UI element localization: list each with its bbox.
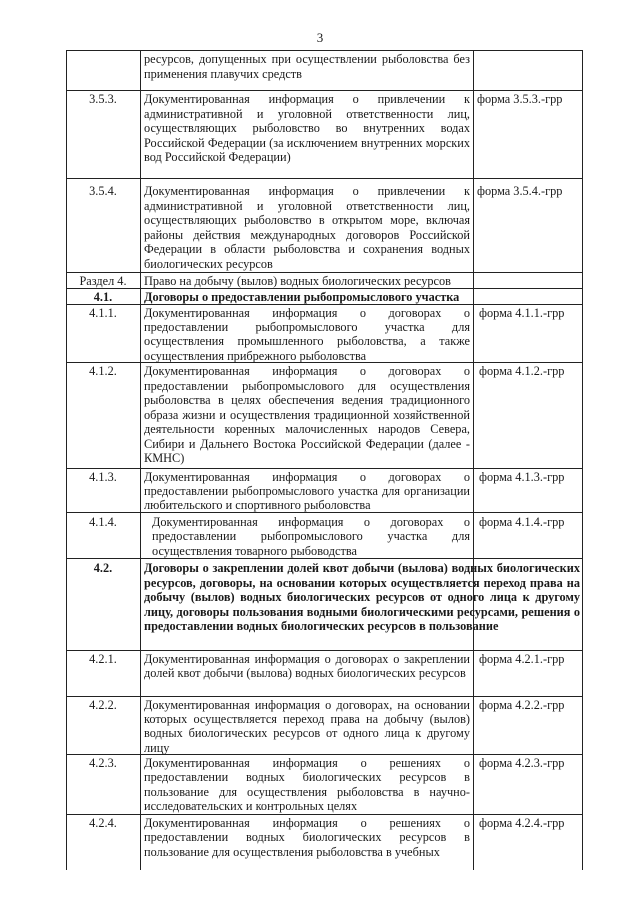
row-description: Документированная информация о привлечении к административной и уголовной ответственности лиц, осуществляющих рыболовство в открытом море, включая районы действия международных договоров Российской Федерации в области рыболовства и сохранения водных биологических ресурсов bbox=[144, 184, 470, 271]
row-number: 4.1.3. bbox=[89, 470, 117, 484]
row-form: форма 4.2.4.-грр bbox=[479, 816, 565, 830]
table-row bbox=[66, 52, 583, 90]
row-form: форма 4.2.3.-грр bbox=[479, 756, 565, 770]
row-description: Документированная информация о договорах, на основании которых осуществляется переход права на добычу (вылов) водных биологических ресурсов от одного лица к другому лицу bbox=[144, 698, 470, 755]
section-title: Право на добычу (вылов) водных биологических ресурсов bbox=[144, 274, 451, 288]
table-row bbox=[66, 652, 583, 696]
row-form: форма 4.2.1.-грр bbox=[479, 652, 565, 666]
table-row bbox=[66, 306, 583, 362]
table-row bbox=[66, 92, 583, 178]
row-form: форма 4.1.4.-грр bbox=[479, 515, 565, 529]
section-number: Раздел 4. bbox=[79, 274, 127, 288]
row-number: 4.2.1. bbox=[89, 652, 117, 666]
row-form: форма 4.1.3.-грр bbox=[479, 470, 565, 484]
subsection-number: 4.2. bbox=[93, 561, 113, 575]
table-row bbox=[66, 364, 583, 468]
table-row bbox=[66, 515, 583, 558]
row-form: форма 4.1.2.-грр bbox=[479, 364, 565, 378]
row-number: 4.2.3. bbox=[89, 756, 117, 770]
row-description: Документированная информация о решениях о предоставлении водных биологических ресурсов в пользование для осуществления рыболовства в научно-исследовательских и контрольных целях bbox=[144, 756, 470, 814]
row-number: 4.1.1. bbox=[89, 306, 117, 320]
row-description: Документированная информация о договорах о предоставлении рыбопромыслового участка для организации любительского и спортивного рыболовства bbox=[144, 470, 470, 513]
row-form: форма 3.5.4.-грр bbox=[477, 184, 563, 198]
document-table bbox=[66, 50, 583, 870]
row-form: форма 4.1.1.-грр bbox=[479, 306, 565, 320]
row-number: 4.2.2. bbox=[89, 698, 117, 712]
table-row bbox=[66, 756, 583, 814]
row-description: Документированная информация о привлечении к административной и уголовной ответственности лиц, осуществляющих рыболовство во внутренних водах Российской Федерации (за исключением внутренних морских вод Российской Федерации) bbox=[144, 92, 470, 165]
subsection-title: Договоры о закреплении долей квот добычи (вылова) водных биологических ресурсов, договоры, на основании которых осуществляется переход права на добычу (вылов) водных биологических ресурсов от одного лица к другому лицу, договоры пользования водными биологическими ресурсами, решения о предоставлении водных биологических ресурсов в пользование bbox=[144, 561, 580, 634]
row-description: Документированная информация о договорах о закреплении долей квот добычи (вылова) водных биологических ресурсов bbox=[144, 652, 470, 681]
subsection-number: 4.1. bbox=[93, 290, 113, 304]
row-description: Документированная информация о договорах о предоставлении рыбопромыслового участка для осуществления товарного рыбоводства bbox=[152, 515, 470, 558]
row-form: форма 4.2.2.-грр bbox=[479, 698, 565, 712]
row-description: Документированная информация о решениях о предоставлении водных биологических ресурсов в пользование для осуществления рыболовства в учебных bbox=[144, 816, 470, 859]
row-description: ресурсов, допущенных при осуществлении рыболовства без применения плавучих средств bbox=[144, 52, 470, 81]
row-form: форма 3.5.3.-грр bbox=[477, 92, 563, 106]
table-row bbox=[66, 470, 583, 512]
row-number: 4.1.2. bbox=[89, 364, 117, 378]
table-row bbox=[66, 290, 583, 304]
row-number: 4.2.4. bbox=[89, 816, 117, 830]
row-number: 4.1.4. bbox=[89, 515, 117, 529]
table-row bbox=[66, 184, 583, 272]
table-row bbox=[66, 561, 583, 650]
table-row bbox=[66, 274, 583, 288]
page-number: 3 bbox=[316, 30, 324, 45]
row-number: 3.5.4. bbox=[89, 184, 117, 198]
row-number: 3.5.3. bbox=[89, 92, 117, 106]
row-description: Документированная информация о договорах о предоставлении рыбопромыслового для осуществления рыболовства в целях обеспечения ведения традиционного образа жизни и осуществления традиционной хозяйственной деятельности коренных малочисленных народов Севера, Сибири и Дальнего Востока Российской Федерации (далее - КМНС) bbox=[144, 364, 470, 465]
table-row bbox=[66, 698, 583, 754]
subsection-title: Договоры о предоставлении рыбопромыслового участка bbox=[144, 290, 460, 304]
row-description: Документированная информация о договорах о предоставлении рыбопромыслового участка для осуществления промышленного рыболовства, а также осуществления прибрежного рыболовства bbox=[144, 306, 470, 363]
table-row bbox=[66, 816, 583, 870]
